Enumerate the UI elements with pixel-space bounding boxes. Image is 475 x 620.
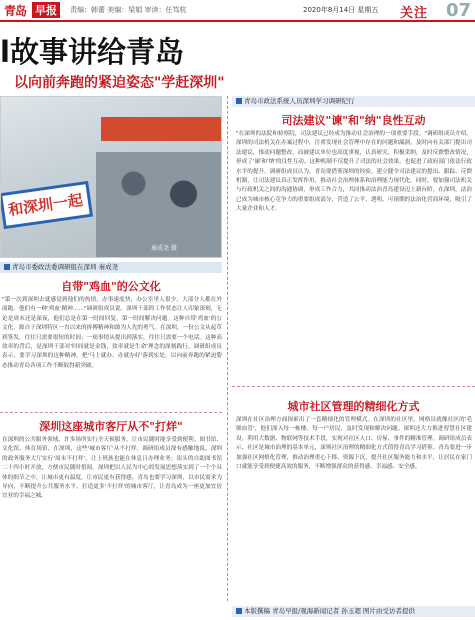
photo-credit: 秦成尧 摄: [151, 245, 177, 252]
headline-subtitle: 以向前奔跑的紧迫姿态"学赶深圳": [14, 75, 225, 91]
section2-body: 在深圳的公共服务领域，许多场所实行全天候服务，让市民随时能享受到便利。图书馆、文化馆、体育场馆，在深圳，这些'城市客厅'从不打烊。调研组成员深有感触地说，深圳的政务服务大厅实行'周末不打烊'，让上班族也能在休息日办理业务；街头的自助图书馆二十四小时开放，方便市民随时借阅。深圳把以人民为中心的发展思想落实到了一个个具体的细节之中，让城市更有温度，让市民更有获得感。青岛也要学习深圳，以市民需求为导向，不断提升公共服务水平，打造更多'不打烊'的城市客厅，让青岛成为一座更加宜居宜业的幸福之城。: [2, 437, 222, 500]
photo-sign-text: 和深圳一起: [7, 190, 84, 220]
byline-footer: [232, 606, 475, 617]
section1-title: 自带"鸡血"的公文化: [61, 280, 161, 293]
editor-credits: 责编：韩蕾 美编：梁娟 审读：任笃杭: [70, 6, 187, 14]
photo-people: [96, 152, 221, 257]
section1-body: "第一次到深圳去就感觉到他们的热情，办事速度快，办公室里人很少，大部分人都在外面跑。他们有一种'鸡血'精神……"调研组成员说。深圳干部的工作状态让人印象深刻，无论是周末还是深夜，他们总是在第一时间回复，第一时间解决问题。这种自带'鸡血'的公文化，源自于深圳特区一直以来的拼搏精神和敢为人先的勇气。在深圳，一份公文从起草到签发，往往只需要很短的时间；一项事情从提出到落实，往往只需要一个电话。这种高效率的背后，是深圳干部对'时间就是金钱，效率就是生命'理念的深刻践行。调研组成员表示，要学习深圳的这种精神，把'马上就办、办就办好'落到实处，以向前奔跑的紧迫姿态推动青岛各项工作不断取得新突破。: [2, 297, 222, 369]
footer-square-icon: [236, 608, 242, 614]
photo-sign: [0, 181, 93, 229]
photo-banner: [101, 117, 221, 141]
section4-body: 深圳在社区治理方面探索出了一套精细化的管理模式。在深圳的社区里，网格员就像社区的'毛细血管'，他们深入每一栋楼、每一户居民，及时发现和解决问题。深圳还大力推进智慧社区建设，利用大数据、物联网等技术手段，实现对社区人口、房屋、事件的精准管理。调研组成员表示，社区是城市治理的基本单元，深圳社区治理的精细化方式值得青岛学习借鉴。青岛要进一步加强社区网格化管理，推动治理重心下移、资源下沉，提升社区服务能力和水平，让居民在家门口就能享受到便捷高效的服务，不断增强群众的获得感、幸福感、安全感。: [236, 417, 472, 471]
byline-text: 本版撰稿 青岛早报/观海新闻记者 孙玉超 图片由受访者提供: [244, 607, 415, 615]
masthead: [0, 0, 475, 22]
caption-square-icon: [4, 264, 10, 270]
section4-title: 城市社区管理的精细化方式: [287, 400, 420, 413]
photo-caption: [0, 262, 222, 273]
newspaper-logo: [4, 2, 60, 18]
logo-mark: 早报: [32, 2, 60, 18]
divider: [0, 412, 222, 413]
page-number: 07: [446, 0, 472, 21]
photo-caption-text: 青岛市委政法委调研组在深圳 秦成尧: [12, 263, 119, 271]
section3-title: 司法建议"谏"和"纳"良性互动: [281, 114, 426, 127]
logo-text: 青岛: [4, 4, 27, 18]
column-divider: [227, 96, 228, 601]
series-header: [232, 96, 475, 107]
header-square-icon: [236, 98, 242, 104]
divider: [232, 386, 475, 387]
section3-body: "在深圳的法院和检察院，司法建议已经成为推动社会治理的一项重要手段。"调研组成员介绍。深圳的司法机关在办案过程中，注重发现社会管理中存在的问题和漏洞，及时向有关部门提出司法建议，推动问题整改。而被建议单位也高度重视，认真研究、积极采纳，及时反馈整改情况，形成了'谏'和'纳'的良性互动。这种机制不仅提升了司法的社会效果，也促进了政府部门依法行政水平的提升。调研组成员认为，青岛要借鉴深圳的经验，建立健全司法建议的提出、跟踪、反馈机制，让司法建议真正发挥作用，推动社会治理体系和治理能力现代化。同时，要加强司法机关与行政机关之间的沟通协调，形成工作合力，共同推动法治青岛建设迈上新台阶。在深圳，法治已成为城市核心竞争力的重要组成部分，营造了公平、透明、可预期的法治化营商环境，吸引了大量企业和人才。: [236, 131, 472, 213]
issue-date: 2020年8月14日 星期五: [303, 6, 379, 14]
series-header-text: 青岛市政法系统人员深圳学习调研纪行: [244, 97, 355, 105]
feature-photo: [0, 96, 222, 258]
headline-title: l故事讲给青岛: [0, 35, 184, 69]
section-name: 关注: [400, 6, 429, 21]
section2-title: 深圳这座城市客厅从不"打烊": [39, 420, 183, 433]
